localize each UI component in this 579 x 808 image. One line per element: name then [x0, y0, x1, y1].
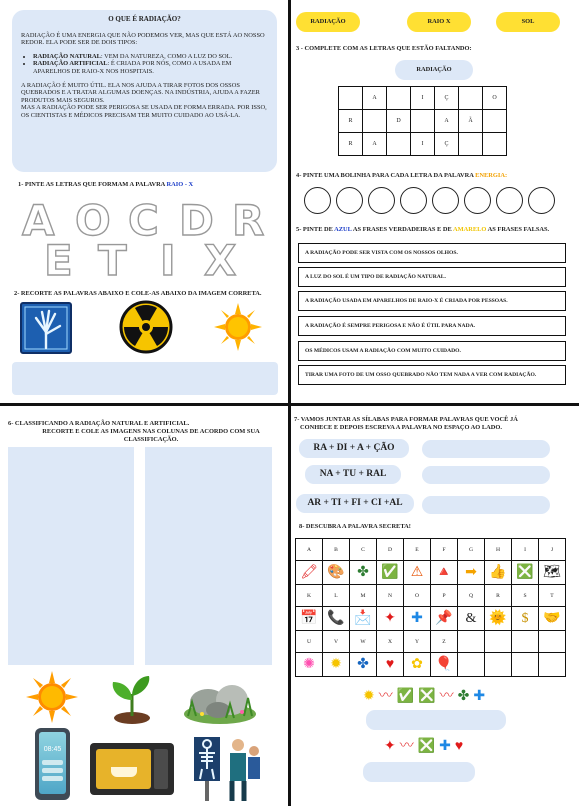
outline-letter-c[interactable]: C [128, 196, 159, 245]
code-symbol-icon: 📞 [323, 607, 350, 631]
secret-symbol-icon: 〰 [399, 739, 414, 754]
code-symbol-icon: 🔺 [431, 561, 458, 585]
q5-title: 5- PINTE DE AZUL AS FRASES VERDADEIRAS E DE AMARELO AS FRASES FALSAS. [296, 226, 550, 233]
code-symbol-icon: 🤝 [539, 607, 566, 631]
intro-p1: RADIAÇÃO É UMA ENERGIA QUE NÃO PODEMOS VER, MAS QUE ESTÁ AO NOSSO REDOR. ELA PODE SER DE DOIS TIPOS: [21, 31, 265, 47]
outline-letter-x[interactable]: X [204, 236, 237, 285]
grid-cell[interactable]: R [339, 133, 363, 156]
code-symbol-icon: ✦ [377, 607, 404, 631]
code-letter: J [539, 539, 566, 561]
code-letter: N [377, 585, 404, 607]
code-letter: F [431, 539, 458, 561]
code-symbol-icon: $ [512, 607, 539, 631]
code-letter: P [431, 585, 458, 607]
code-letter [458, 631, 485, 653]
grid-cell[interactable]: R [339, 110, 363, 133]
grid-cell[interactable] [387, 133, 411, 156]
energia-circle[interactable] [400, 187, 427, 214]
q8-title: 8- DESCUBRA A PALAVRA SECRETA! [299, 523, 411, 530]
energia-circle[interactable] [464, 187, 491, 214]
q4-title: 4- PINTE UMA BOLINHA PARA CADA LETRA DA PALAVRA ENERGIA: [296, 172, 508, 179]
grid-cell[interactable] [363, 110, 387, 133]
grid-cell[interactable]: Ç [435, 87, 459, 110]
code-symbol-icon [458, 653, 485, 677]
secret-symbol-icon: 〰 [439, 689, 454, 704]
code-symbol-icon: ➡ [458, 561, 485, 585]
grid-cell[interactable]: A [363, 133, 387, 156]
code-symbol-icon [512, 653, 539, 677]
sentence-box[interactable]: TIRAR UMA FOTO DE UM OSSO QUEBRADO NÃO TEM NADA A VER COM RADIAÇÃO. [298, 365, 566, 385]
q1-title: 1- PINTE AS LETRAS QUE FORMAM A PALAVRA RAIO - X [18, 181, 194, 188]
secret-code-table [295, 538, 566, 677]
microwave-image [90, 743, 174, 795]
q7-title-line2: CONHECE E DEPOIS ESCREVA A PALAVRA NO ESPAÇO AO LADO. [300, 424, 502, 431]
code-letter [512, 631, 539, 653]
grid-cell[interactable] [411, 110, 435, 133]
outline-letter-t[interactable]: T [98, 236, 127, 285]
q6-title-line2: RECORTE E COLE AS IMAGENS NAS COLUNAS DE ACORDO COM SUA CLASSIFICAÇÃO. [42, 428, 260, 443]
energia-circle[interactable] [432, 187, 459, 214]
code-letter: X [377, 631, 404, 653]
code-letter: Q [458, 585, 485, 607]
intro-bullet-artificial: • RADIAÇÃO ARTIFICIAL: É CRIADA POR NÓS, COMO A USADA EM APARELHOS DE RAIO-X NOS HOSPITAIS. [33, 60, 268, 75]
code-symbol-icon: ♥ [377, 653, 404, 677]
energia-circle[interactable] [528, 187, 555, 214]
outline-letter-i[interactable]: I [160, 236, 176, 285]
code-symbol-icon: ⚠ [404, 561, 431, 585]
vertical-divider [288, 0, 291, 806]
energia-circle[interactable] [304, 187, 331, 214]
energia-circle[interactable] [368, 187, 395, 214]
code-letter: K [296, 585, 323, 607]
secret-answer-2[interactable] [363, 762, 475, 782]
grid-cell[interactable]: A [435, 110, 459, 133]
secret-symbol-icon: ❎ [417, 739, 436, 754]
secret-symbol-icon: ✅ [396, 689, 415, 704]
code-symbol-icon: 📩 [350, 607, 377, 631]
intro-p2: A RADIAÇÃO É MUITO ÚTIL. ELA NOS AJUDA A TIRAR FOTOS DOS OSSOS QUEBRADOS E A TRATAR ALGUMAS DOENÇAS. NA INDÚSTRIA, AJUDA A FAZER PRODUTOS MAIS SEGUROS. [21, 81, 260, 104]
phone-clock: 08:45 [43, 746, 62, 753]
grid-cell[interactable] [459, 133, 483, 156]
code-letter: Y [404, 631, 431, 653]
natural-column[interactable] [8, 447, 134, 665]
code-symbol-icon: ❎ [512, 561, 539, 585]
code-letter: C [350, 539, 377, 561]
code-letter: G [458, 539, 485, 561]
code-letter: Z [431, 631, 458, 653]
grid-cell[interactable] [483, 110, 507, 133]
code-symbol-icon: 🖍 [296, 561, 323, 585]
code-letter: H [485, 539, 512, 561]
code-symbol-icon: ✚ [404, 607, 431, 631]
grid-cell[interactable]: A [363, 87, 387, 110]
xray-hand-image [20, 302, 72, 354]
secret-symbol-icon: ✤ [457, 689, 470, 704]
secret-symbol-icon: ✚ [439, 739, 451, 754]
code-letter [539, 631, 566, 653]
intro-bullet-natural: • RADIAÇÃO NATURAL: VEM DA NATUREZA, COMO A LUZ DO SOL. [33, 53, 268, 61]
grid-cell[interactable]: Ç [435, 133, 459, 156]
grid-cell[interactable] [387, 87, 411, 110]
answer-box-1[interactable] [422, 440, 550, 458]
answer-box-2[interactable] [422, 466, 550, 484]
intro-title: O QUE É RADIAÇÃO? [108, 15, 181, 23]
intro-panel [12, 10, 277, 172]
q3-letter-grid [338, 86, 507, 156]
code-symbol-icon: ✺ [296, 653, 323, 677]
secret-symbol-icon: ♥ [454, 739, 464, 754]
intro-p3: MAS A RADIAÇÃO PODE SER PERIGOSA SE USADA DE FORMA ERRADA. POR ISSO, OS CIENTISTAS E MÉDICOS PRECISAM TER MUITO CUIDADO AO USÁ-LA. [21, 104, 267, 119]
code-symbol-icon: ✹ [323, 653, 350, 677]
syllable-box-1: RA + DI + A + ÇÃO [299, 439, 409, 458]
sentence-box[interactable]: OS MÉDICOS USAM A RADIAÇÃO COM MUITO CUIDADO. [298, 341, 566, 361]
code-symbol-icon: 🎨 [323, 561, 350, 585]
code-symbol-icon: ✤ [350, 653, 377, 677]
grid-cell[interactable] [483, 133, 507, 156]
code-symbol-icon: & [458, 607, 485, 631]
energia-circle[interactable] [336, 187, 363, 214]
code-symbol-icon: ✤ [350, 561, 377, 585]
sentence-box[interactable]: A RADIAÇÃO PODE SER VISTA COM OS NOSSOS OLHOS. [298, 243, 566, 263]
sentence-box[interactable]: A RADIAÇÃO É SEMPRE PERIGOSA E NÃO É ÚTIL PARA NADA. [298, 316, 566, 336]
code-letter: V [323, 631, 350, 653]
sentence-box[interactable]: A RADIAÇÃO USADA EM APARELHOS DE RAIO-X É CRIADA POR PESSOAS. [298, 291, 566, 311]
code-letter: B [323, 539, 350, 561]
answer-box-3[interactable] [422, 496, 550, 514]
doctors-with-xray-image [190, 735, 262, 803]
q3-word-label: RADIAÇÃO [395, 60, 473, 80]
radiation-symbol-image [119, 300, 173, 354]
energia-circle[interactable] [496, 187, 523, 214]
secret-symbol-icon: ❎ [418, 689, 436, 704]
secret-symbol-icon: ✹ [363, 689, 375, 704]
code-symbol-icon: 📅 [296, 607, 323, 631]
code-letter: I [512, 539, 539, 561]
q3-title: 3 - COMPLETE COM AS LETRAS QUE ESTÃO FALTANDO: [296, 45, 472, 52]
secret-word-1 [363, 688, 485, 706]
outline-letter-o[interactable]: O [75, 196, 111, 245]
grid-cell[interactable] [339, 87, 363, 110]
code-symbol-icon: ✿ [404, 653, 431, 677]
code-letter [485, 631, 512, 653]
code-letter: O [404, 585, 431, 607]
grid-cell[interactable]: I [411, 87, 435, 110]
sentence-box[interactable]: A LUZ DO SOL É UM TIPO DE RADIAÇÃO NATURAL. [298, 267, 566, 287]
code-letter: U [296, 631, 323, 653]
code-symbol-icon: 🌞 [485, 607, 512, 631]
grid-cell[interactable]: I [411, 133, 435, 156]
grid-cell[interactable]: D [387, 110, 411, 133]
outline-letter-d[interactable]: D [179, 196, 214, 245]
grid-cell[interactable]: Ã [459, 110, 483, 133]
artificial-column[interactable] [145, 447, 272, 665]
q2-answer-area[interactable] [12, 362, 278, 395]
plant-sprout-image [103, 668, 161, 726]
secret-symbol-icon: 〰 [378, 689, 393, 704]
code-symbol-icon: 🎈 [431, 653, 458, 677]
rocks-and-grass-image [182, 666, 258, 726]
secret-word-2 [384, 738, 463, 756]
sun-cutout-image [25, 670, 79, 724]
secret-symbol-icon: ✚ [473, 689, 486, 704]
q2-title: 2- RECORTE AS PALAVRAS ABAIXO E COLE-AS ABAIXO DA IMAGEM CORRETA. [14, 290, 262, 297]
secret-answer-1[interactable] [366, 710, 506, 730]
code-letter: L [323, 585, 350, 607]
outline-letter-e[interactable]: E [44, 236, 73, 285]
grid-cell[interactable]: O [483, 87, 507, 110]
word-pill-radiacao[interactable]: RADIAÇÃO [296, 12, 360, 32]
code-letter: A [296, 539, 323, 561]
code-letter: M [350, 585, 377, 607]
outline-letter-a[interactable]: A [22, 196, 55, 245]
q6-title-line1: 6- CLASSIFICANDO A RADIAÇÃO NATURAL E ARTIFICIAL. [8, 420, 190, 427]
syllable-box-3: AR + TI + FI + CI +AL [296, 494, 414, 513]
syllable-box-2: NA + TU + RAL [305, 465, 401, 484]
word-pill-sol[interactable]: SOL [496, 12, 560, 32]
smartphone-image [35, 728, 70, 800]
outline-letter-r[interactable]: R [232, 196, 265, 245]
secret-symbol-icon: ✦ [384, 739, 396, 754]
grid-cell[interactable] [459, 87, 483, 110]
code-symbol-icon: 🗺 [539, 561, 566, 585]
code-letter: D [377, 539, 404, 561]
code-letter: T [539, 585, 566, 607]
q7-title-line1: 7- VAMOS JUNTAR AS SÍLABAS PARA FORMAR PALAVRAS QUE VOCÊ JÁ [294, 416, 518, 423]
sun-image [213, 302, 263, 352]
word-pill-raio-x[interactable]: RAIO X [407, 12, 471, 32]
code-symbol-icon: ✅ [377, 561, 404, 585]
code-letter: S [512, 585, 539, 607]
code-letter: E [404, 539, 431, 561]
code-letter: R [485, 585, 512, 607]
code-symbol-icon: 👍 [485, 561, 512, 585]
code-letter: W [350, 631, 377, 653]
code-symbol-icon [485, 653, 512, 677]
code-symbol-icon: 📌 [431, 607, 458, 631]
code-symbol-icon [539, 653, 566, 677]
